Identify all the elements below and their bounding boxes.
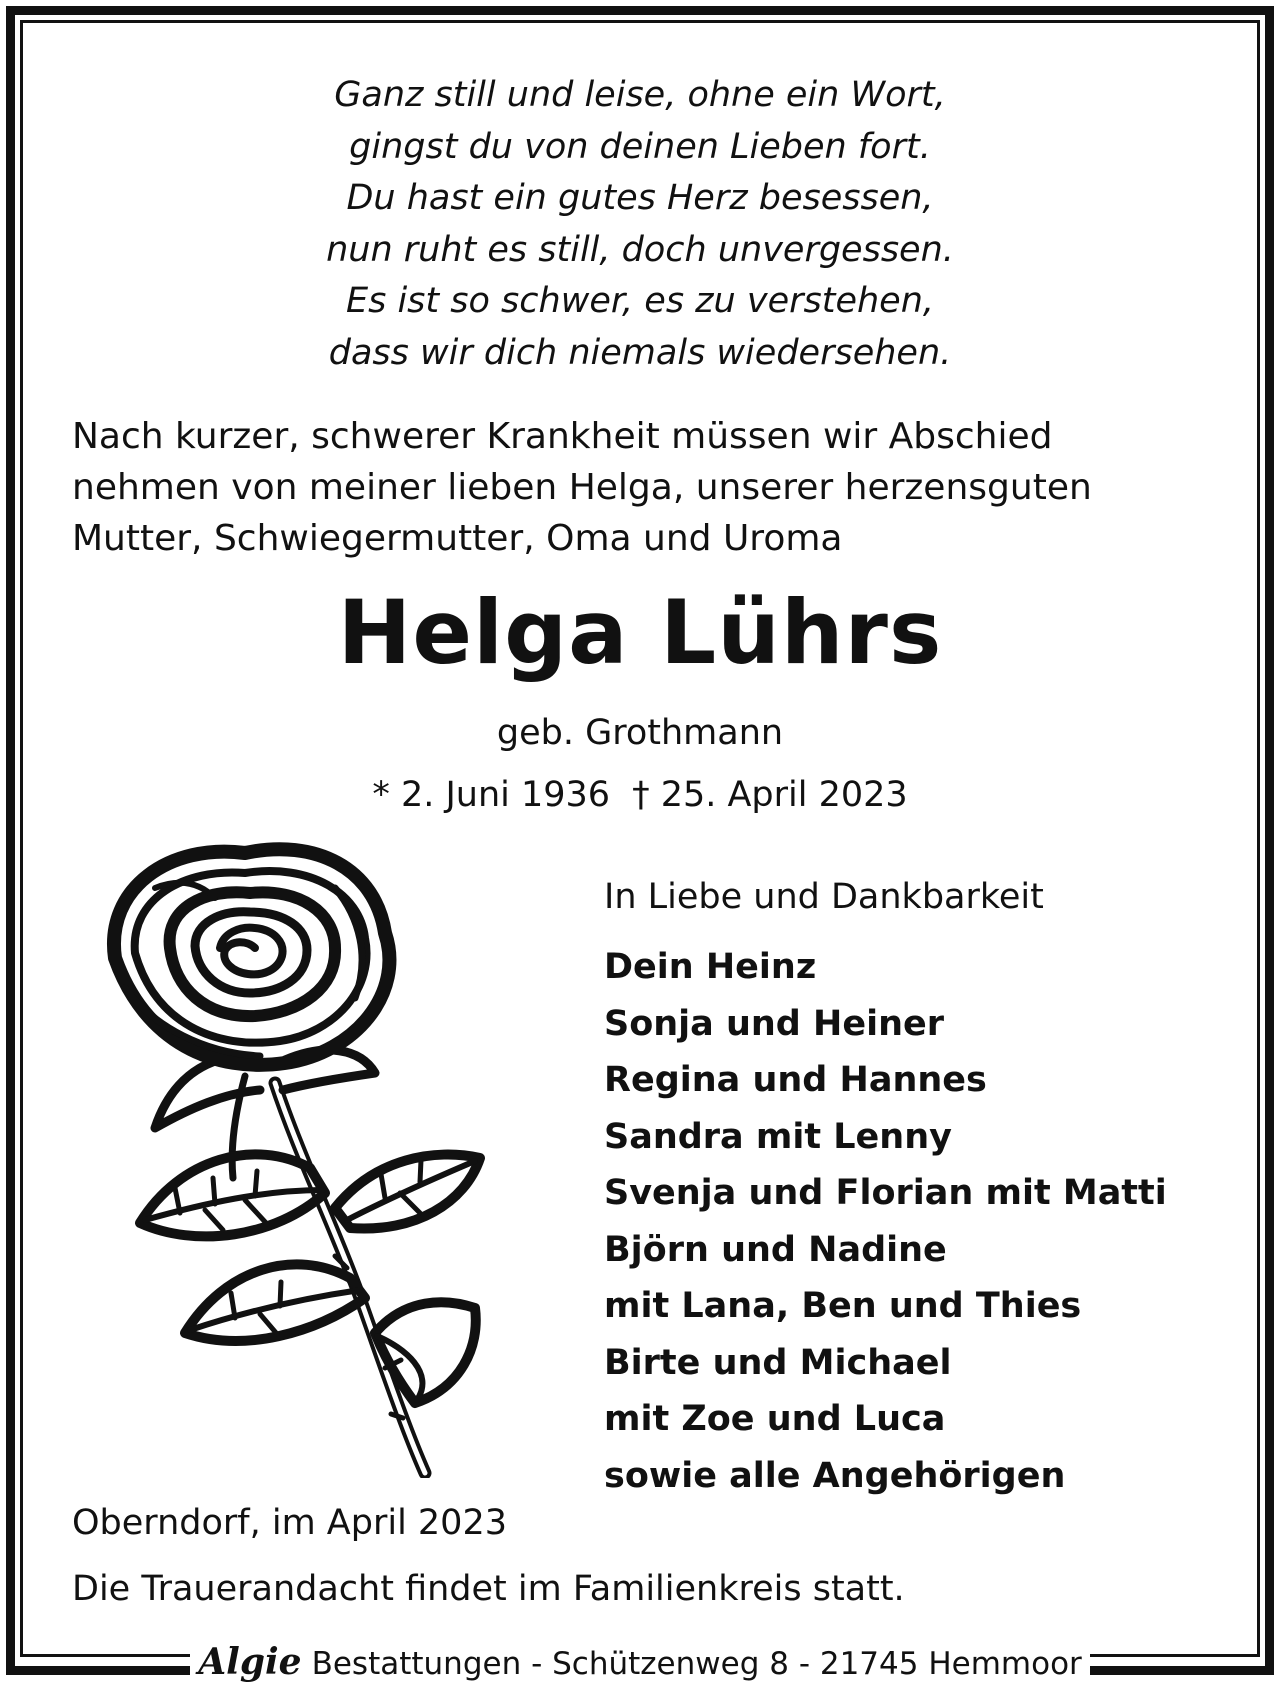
maiden-name: geb. Grothmann — [496, 713, 784, 753]
funeral-home-logo: Algie — [198, 1641, 302, 1683]
poem-line: Es ist so schwer, es zu verstehen, — [345, 281, 935, 321]
mourners-list — [604, 939, 1167, 1504]
intro-line: Nach kurzer, schwerer Krankheit müssen wir Abschied — [72, 416, 1053, 457]
mourner-line: sowie alle Angehörigen — [604, 1455, 1066, 1496]
mourner-line: Sandra mit Lenny — [604, 1116, 952, 1157]
mourner-line: Björn und Nadine — [604, 1229, 947, 1270]
poem-line: dass wir dich niemals wiedersehen. — [328, 332, 952, 373]
poem-line: gingst du von deinen Lieben fort. — [349, 126, 931, 167]
footer-bar — [190, 1643, 1090, 1683]
poem-line: Ganz still und leise, ohne ein Wort, — [334, 75, 946, 115]
thanks-heading: In Liebe und Dankbarkeit — [604, 877, 1044, 917]
place-date: Oberndorf, im April 2023 — [72, 1503, 507, 1543]
mourner-line: Birte und Michael — [604, 1342, 952, 1383]
life-dates — [0, 771, 1280, 819]
poem-line: Du hast ein gutes Herz besessen, — [346, 178, 934, 218]
mourner-line: Sonja und Heiner — [604, 1003, 944, 1044]
service-notice: Die Trauerandacht findet im Familienkreis statt. — [72, 1569, 905, 1609]
deceased-name: Helga Lührs — [337, 581, 943, 684]
intro-line: Mutter, Schwiegermutter, Oma und Uroma — [72, 518, 843, 559]
rose-icon — [85, 828, 505, 1478]
poem — [0, 70, 1280, 379]
funeral-home-address: Bestattungen - Schützenweg 8 - 21745 Hemmoor — [311, 1646, 1082, 1682]
intro-line: nehmen von meiner lieben Helga, unserer herzensguten — [72, 467, 1092, 508]
mourner-line: Regina und Hannes — [604, 1060, 987, 1100]
mourner-line: Dein Heinz — [604, 947, 817, 987]
mourner-line: Svenja und Florian mit Matti — [604, 1173, 1167, 1213]
poem-line: nun ruht es still, doch unvergessen. — [326, 229, 954, 270]
death-date: † 25. April 2023 — [632, 775, 908, 815]
footer — [0, 1643, 1280, 1681]
mourner-line: mit Zoe und Luca — [604, 1399, 946, 1439]
intro-text — [72, 411, 1204, 564]
birth-date: * 2. Juni 1936 — [372, 775, 611, 815]
mourner-line: mit Lana, Ben und Thies — [604, 1286, 1082, 1326]
